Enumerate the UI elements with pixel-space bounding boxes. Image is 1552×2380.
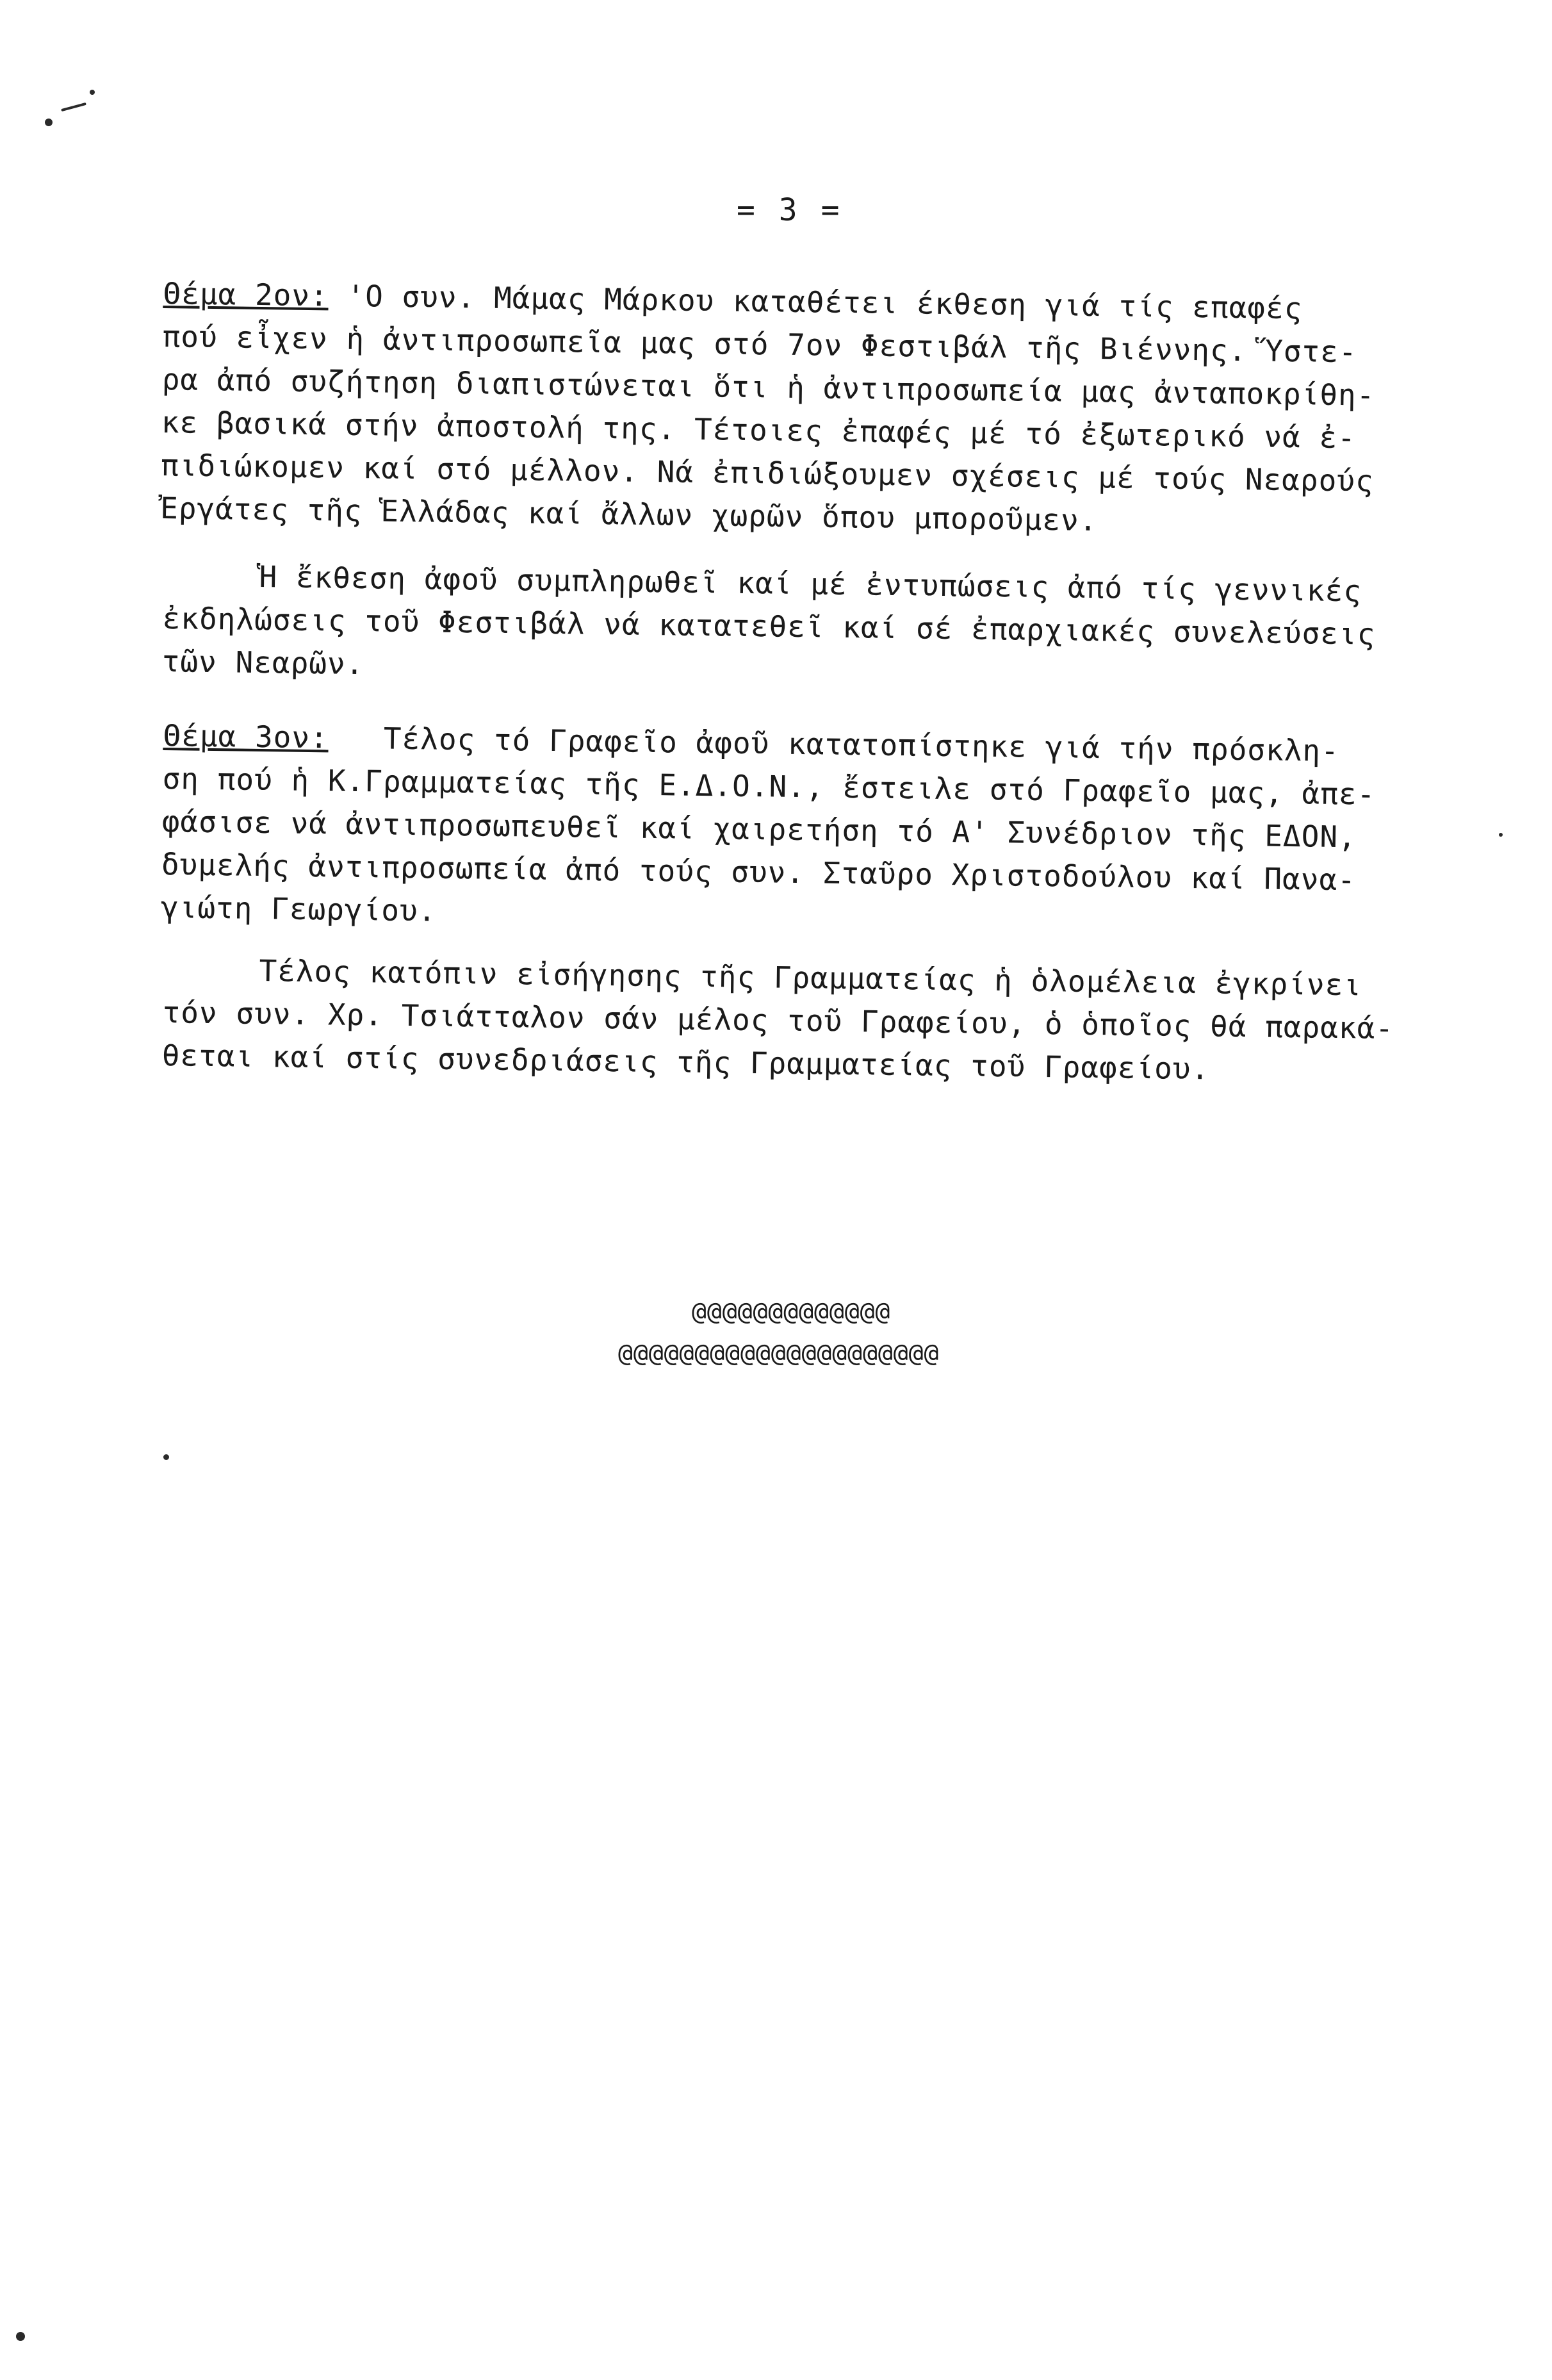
section-3-heading: Θέμα 3ον: — [163, 718, 329, 755]
closing-paragraph — [161, 948, 1495, 1094]
scan-speck — [163, 1454, 169, 1460]
closing-line: τόν συν. Χρ. Τσιάτταλον σάν μέλος τοῦ Γραφείου, ὁ ὁποῖος θά παρακά- — [162, 994, 1394, 1046]
page-number: = 3 = — [737, 192, 842, 228]
section-2-line: κε βασικά στήν ἀποστολή της. Τέτοιες ἐπαφές μέ τό ἐξωτερικό νά ἐ- — [161, 404, 1357, 455]
section-3-line: δυμελής ἀντιπροσωπεία ἀπό τούς συν. Σταῦρο Χριστοδούλου καί Πανα- — [161, 846, 1357, 898]
section-2-line: πού εἶχεν ἡ ἀντιπροσωπεῖα μας στό 7ον Φεστιβάλ τῆς Βιέννης. Ὕστε- — [162, 318, 1358, 370]
scan-speck — [61, 103, 86, 111]
section-3-first-line-text: Τέλος τό Γραφεῖο ἀφοῦ κατατοπίστηκε γιά τήν πρόσκλη- — [328, 720, 1340, 769]
scan-speck — [45, 119, 53, 126]
scan-speck — [16, 2332, 25, 2341]
section-2-line: ρα ἀπό συζήτηση διαπιστώνεται ὅτι ἡ ἀντιπροσωπεία μας ἀνταποκρίθη- — [161, 361, 1375, 413]
scan-speck — [1499, 833, 1503, 837]
section-3-line: γιώτη Γεωργίου. — [160, 889, 437, 928]
section-2-line: πιδιώκομεν καί στό μέλλον. Νά ἐπιδιώξουμεν σχέσεις μέ τούς Νεαρούς — [160, 447, 1375, 498]
scan-speck — [90, 90, 95, 95]
report-line: τῶν Νεαρῶν. — [161, 643, 364, 682]
report-line: ἐκδηλώσεις τοῦ Φεστιβάλ νά κατατεθεῖ καί σέ ἐπαρχιακές συνελεύσεις — [162, 600, 1376, 652]
closing-line: θεται καί στίς συνεδριάσεις τῆς Γραμματείας τοῦ Γραφείου. — [161, 1037, 1210, 1087]
section-2 — [160, 272, 1496, 547]
report-line: Ἡ ἔκθεση ἀφοῦ συμπληρωθεῖ καί μέ ἐντυπώσεις ἀπό τίς γεννικές — [259, 559, 1362, 609]
report-paragraph — [161, 554, 1495, 700]
end-mark-line-2: @@@@@@@@@@@@@@@@@@@@@ — [618, 1339, 940, 1367]
section-3-line: φάσισε νά ἀντιπροσωπευθεῖ καί χαιρετήση τό Α' Συνέδριον τῆς ΕΔΟΝ, — [161, 803, 1357, 855]
section-3 — [161, 714, 1496, 946]
section-2-line: Ἐργάτες τῆς Ἑλλάδας καί ἄλλων χωρῶν ὅπου μποροῦμεν. — [159, 490, 1098, 538]
section-2-heading: Θέμα 2ον: — [163, 275, 329, 313]
end-mark-line-1: @@@@@@@@@@@@@ — [692, 1297, 891, 1325]
closing-line: Τέλος κατόπιν εἰσήγησης τῆς Γραμματείας ἡ ὁλομέλεια ἐγκρίνει — [259, 953, 1362, 1003]
section-2-first-line-text: 'Ο συν. Μάμας Μάρκου καταθέτει έκθεση γιά τίς επαφές — [328, 278, 1303, 326]
section-3-line: ση πού ἡ Κ.Γραμματείας τῆς Ε.Δ.Ο.Ν., ἔστειλε στό Γραφεῖο μας, ἀπε- — [162, 760, 1376, 812]
